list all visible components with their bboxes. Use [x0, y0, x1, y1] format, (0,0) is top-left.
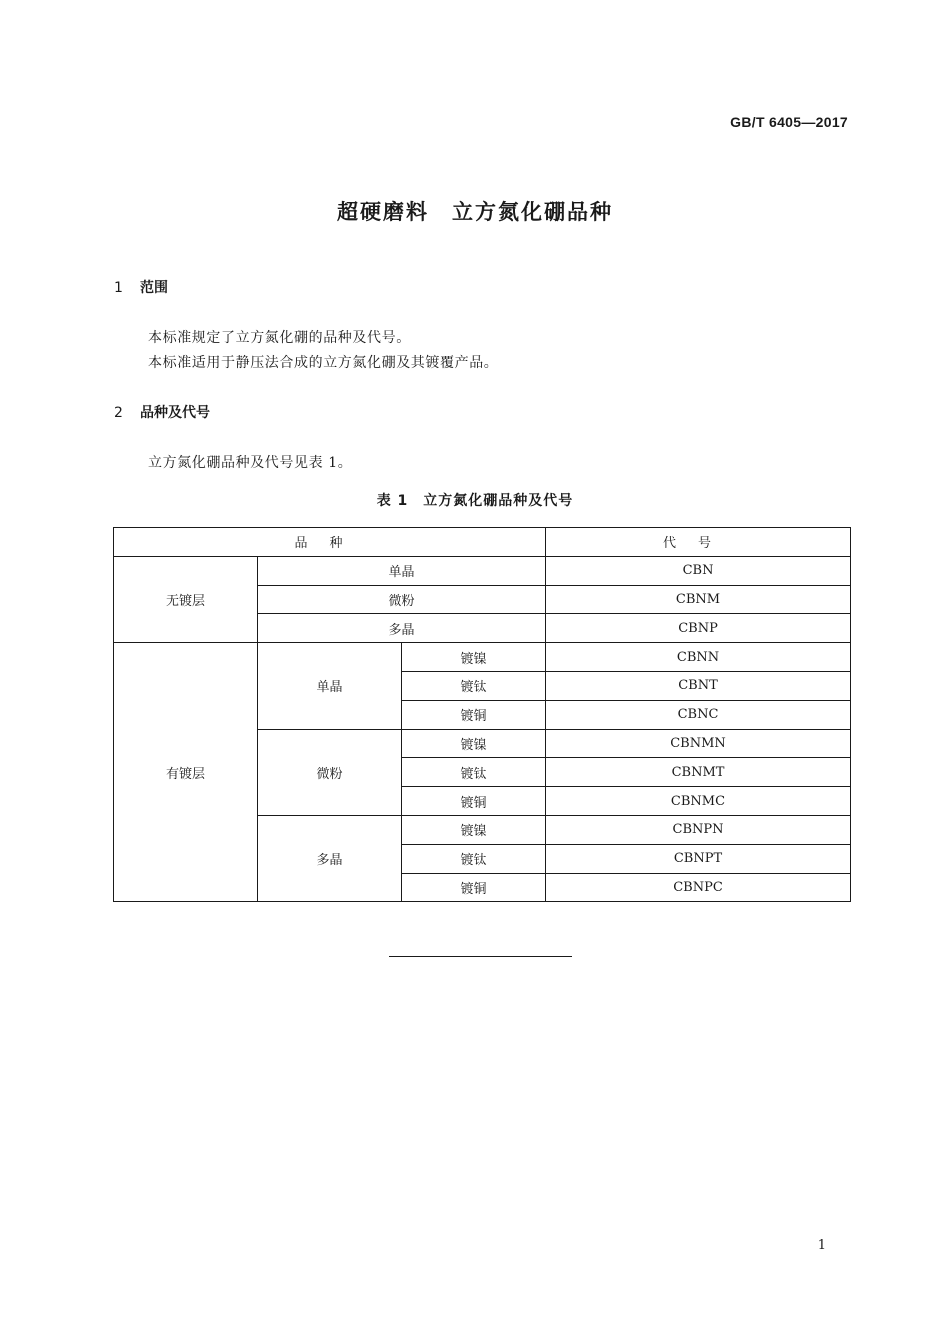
- coated-code: CBNN: [546, 643, 851, 672]
- coating-cell: 镀铜: [402, 873, 546, 902]
- document-title: 超硬磨料 立方氮化硼品种: [337, 200, 613, 224]
- coating-cell: 镀铜: [402, 787, 546, 816]
- page-number: 1: [817, 1238, 826, 1253]
- coating-cell: 镀钛: [402, 844, 546, 873]
- standard-code: GB/T 6405—2017: [730, 114, 848, 130]
- section-2-title: 品种及代号: [140, 405, 210, 421]
- section-2-number: 2: [114, 405, 123, 421]
- coated-type: 多晶: [258, 815, 402, 901]
- section-2-heading: [114, 402, 210, 422]
- uncoated-type: 单晶: [258, 556, 546, 585]
- coating-cell: 镀铜: [402, 700, 546, 729]
- coated-code: CBNMN: [546, 729, 851, 758]
- coating-cell: 镀镍: [402, 815, 546, 844]
- uncoated-type: 微粉: [258, 585, 546, 614]
- uncoated-type: 多晶: [258, 614, 546, 643]
- coated-code: CBNPC: [546, 873, 851, 902]
- table-row: [114, 643, 851, 672]
- uncoated-label: 无镀层: [114, 556, 258, 642]
- table-caption: 表 1 立方氮化硼品种及代号: [376, 493, 574, 509]
- section-1-title: 范围: [140, 280, 168, 296]
- table-row: [114, 556, 851, 585]
- uncoated-code: CBN: [546, 556, 851, 585]
- variety-code-table: [113, 527, 851, 902]
- section-1-paragraph-2: 本标准适用于静压法合成的立方氮化硼及其镀覆产品。: [148, 355, 499, 371]
- coated-code: CBNMC: [546, 787, 851, 816]
- section-1-number: 1: [114, 280, 123, 296]
- table-header-row: [114, 528, 851, 557]
- coating-cell: 镀镍: [402, 729, 546, 758]
- coated-code: CBNC: [546, 700, 851, 729]
- coated-label: 有镀层: [114, 643, 258, 902]
- coating-cell: 镀镍: [402, 643, 546, 672]
- coated-type: 微粉: [258, 729, 402, 815]
- header-code: 代号: [546, 528, 851, 557]
- coating-cell: 镀钛: [402, 671, 546, 700]
- section-1-heading: [114, 277, 168, 297]
- coated-type: 单晶: [258, 643, 402, 729]
- end-rule: [389, 956, 572, 957]
- coated-code: CBNMT: [546, 758, 851, 787]
- section-1-paragraph-1: 本标准规定了立方氮化硼的品种及代号。: [148, 330, 411, 346]
- coated-code: CBNPT: [546, 844, 851, 873]
- uncoated-code: CBNM: [546, 585, 851, 614]
- header-variety: 品种: [114, 528, 546, 557]
- coating-cell: 镀钛: [402, 758, 546, 787]
- section-2-paragraph-1: 立方氮化硼品种及代号见表 1。: [148, 455, 353, 471]
- uncoated-code: CBNP: [546, 614, 851, 643]
- coated-code: CBNPN: [546, 815, 851, 844]
- coated-code: CBNT: [546, 671, 851, 700]
